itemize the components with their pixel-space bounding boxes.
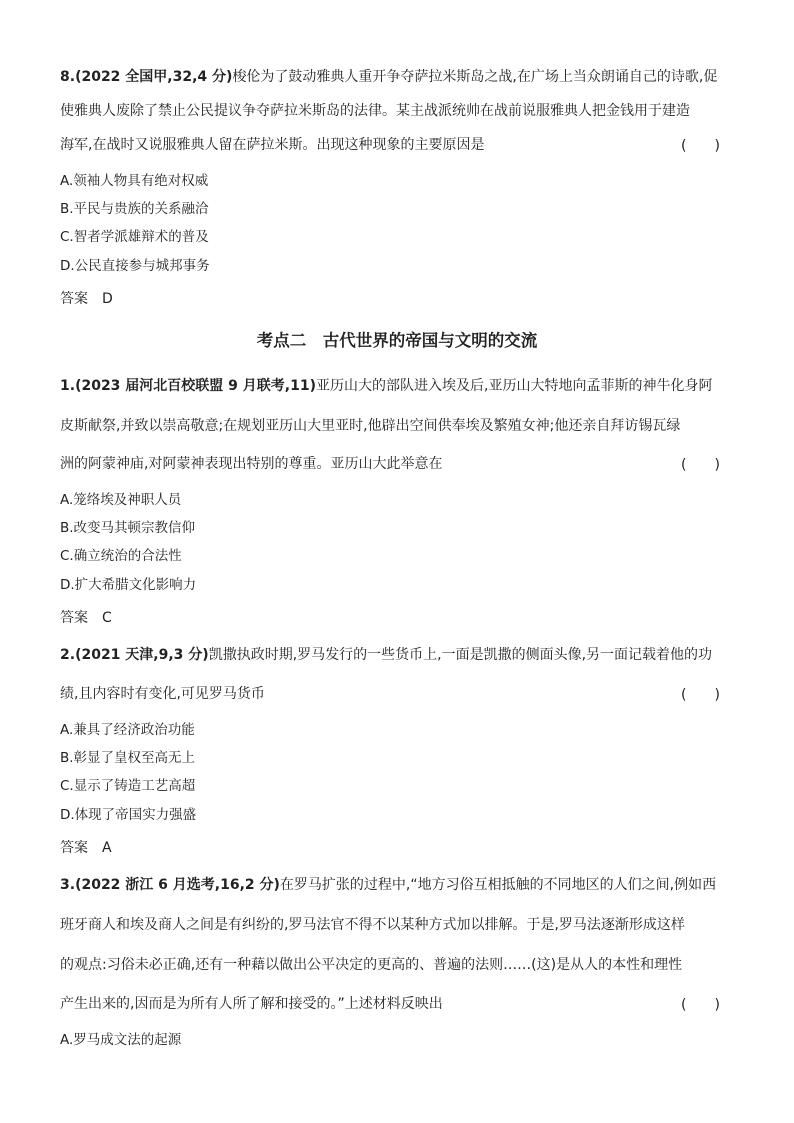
q3-stem-4: 产生出来的,因而是为所有人所了解和接受的。”上述材料反映出	[60, 996, 443, 1012]
q8-line-1	[60, 67, 717, 87]
q1-option-b: B.改变马其顿宗教信仰	[60, 520, 196, 536]
q2-answer: 答案 A	[60, 840, 112, 856]
q1-option-c: C.确立统治的合法性	[60, 548, 182, 564]
q3-answer-blank: ( )	[681, 997, 720, 1013]
q8-option-b: B.平民与贵族的关系融洽	[60, 201, 209, 217]
q8-answer: 答案 D	[60, 291, 113, 307]
q3-stem-1: 在罗马扩张的过程中,“地方习俗互相抵触的不同地区的人们之间,例如西	[279, 877, 717, 893]
q3-stem-2: 班牙商人和埃及商人之间是有纠纷的,罗马法官不得不以某种方式加以排解。于是,罗马法逐渐形成这样	[60, 917, 685, 933]
q8-number: 8.	[60, 69, 76, 85]
q1-stem-3: 洲的阿蒙神庙,对阿蒙神表现出特别的尊重。亚历山大此举意在	[60, 456, 443, 472]
q1-answer-blank: ( )	[681, 457, 720, 473]
q8-option-a: A.领袖人物具有绝对权威	[60, 173, 209, 189]
q8-option-d: D.公民直接参与城邦事务	[60, 258, 210, 274]
q8-answer-blank: ( )	[681, 138, 720, 154]
q8-stem-1: 梭伦为了鼓动雅典人重开争夺萨拉米斯岛之战,在广场上当众朗诵自己的诗歌,促	[232, 69, 718, 85]
q3-line-1	[60, 875, 716, 895]
q1-answer: 答案 C	[60, 610, 112, 626]
q2-line-1	[60, 645, 712, 665]
q1-stem-1: 亚历山大的部队进入埃及后,亚历山大特地向孟菲斯的神牛化身阿	[316, 378, 713, 394]
q3-source: (2022 浙江 6 月选考,16,2 分)	[75, 877, 280, 893]
q3-option-a: A.罗马成文法的起源	[60, 1032, 182, 1048]
q1-stem-2: 皮斯献祭,并致以崇高敬意;在规划亚历山大里亚时,他辟出空间供奉埃及繁殖女神;他还亲自拜访锡瓦绿	[60, 418, 681, 434]
q1-source: (2023 届河北百校联盟 9 月联考,11)	[75, 378, 316, 394]
q2-stem-1: 凯撒执政时期,罗马发行的一些货币上,一面是凯撒的侧面头像,另一面记载着他的功	[208, 647, 713, 663]
q3-stem-3: 的观点:习俗未必正确,还有一种藉以做出公平决定的更高的、普遍的法则……(这)是从人的本性和理性	[60, 957, 683, 973]
q3-number: 3.	[60, 877, 76, 893]
q2-option-a: A.兼具了经济政治功能	[60, 722, 195, 738]
q2-option-d: D.体现了帝国实力强盛	[60, 807, 197, 823]
q8-stem-3: 海军,在战时又说服雅典人留在萨拉米斯。出现这种现象的主要原因是	[60, 137, 485, 153]
q2-stem-2: 绩,且内容时有变化,可见罗马货币	[60, 686, 265, 702]
q1-option-d: D.扩大希腊文化影响力	[60, 577, 197, 593]
q1-option-a: A.笼络埃及神职人员	[60, 492, 182, 508]
q2-source: (2021 天津,9,3 分)	[75, 647, 209, 663]
q8-option-c: C.智者学派雄辩术的普及	[60, 229, 209, 245]
section-heading: 考点二 古代世界的帝国与文明的交流	[256, 331, 538, 350]
q8-source: (2022 全国甲,32,4 分)	[75, 69, 233, 85]
q2-number: 2.	[60, 647, 76, 663]
q2-option-b: B.彰显了皇权至高无上	[60, 750, 196, 766]
q2-answer-blank: ( )	[681, 687, 720, 703]
q1-line-1	[60, 376, 712, 396]
q1-number: 1.	[60, 378, 76, 394]
q8-stem-2: 使雅典人废除了禁止公民提议争夺萨拉米斯岛的法律。某主战派统帅在战前说服雅典人把金钱用于建造	[60, 103, 690, 119]
q2-option-c: C.显示了铸造工艺高超	[60, 778, 196, 794]
